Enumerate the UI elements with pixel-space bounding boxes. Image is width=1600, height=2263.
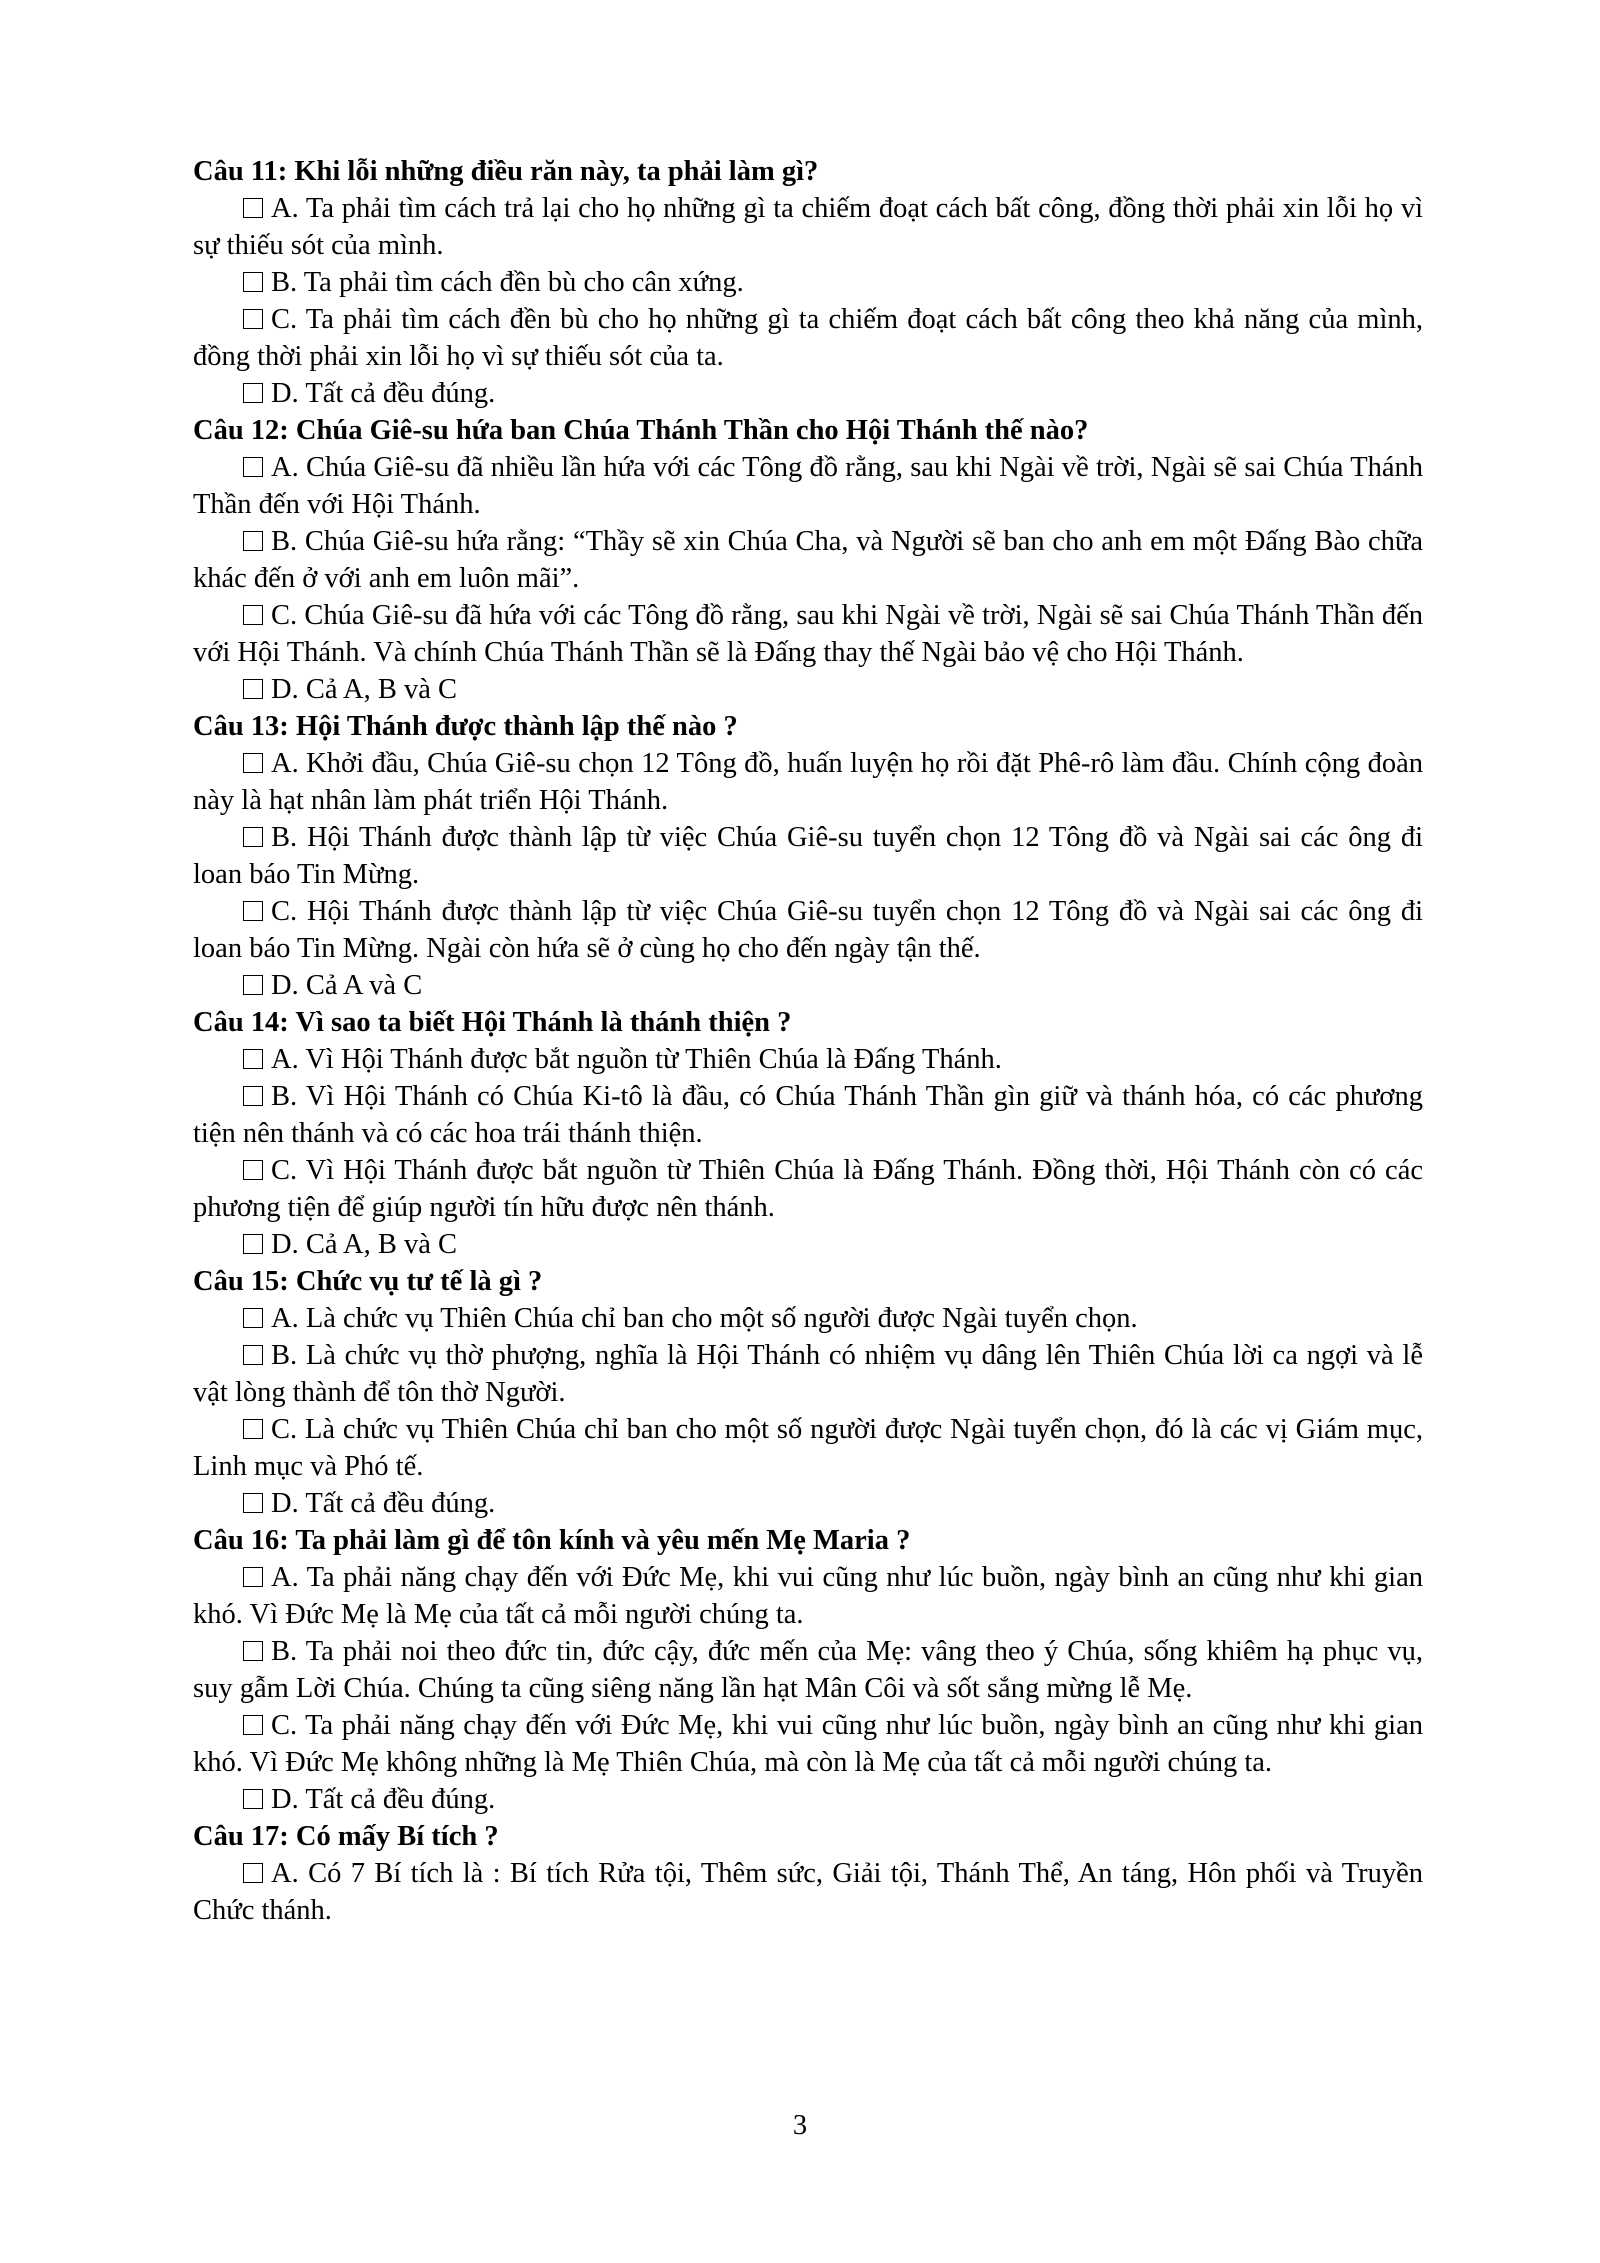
checkbox-icon[interactable] bbox=[243, 198, 263, 218]
question-title: Câu 12: Chúa Giê-su hứa ban Chúa Thánh Thần cho Hội Thánh thế nào? bbox=[193, 415, 1089, 446]
checkbox-icon[interactable] bbox=[243, 975, 263, 995]
answer-option-text: A. Ta phải năng chạy đến với Đức Mẹ, khi vui cũng như lúc buồn, ngày bình an cũng như khi gian khó. Vì Đức Mẹ là Mẹ của tất cả mỗi người chúng ta. bbox=[193, 1562, 1423, 1630]
answer-option-text: B. Vì Hội Thánh có Chúa Ki-tô là đầu, có Chúa Thánh Thần gìn giữ và thánh hóa, có các phương tiện nên thánh và có các hoa trái thánh thiện. bbox=[193, 1081, 1423, 1149]
answer-option bbox=[193, 523, 1423, 597]
checkbox-icon[interactable] bbox=[243, 1345, 263, 1365]
question-block bbox=[193, 1004, 1423, 1263]
question-title: Câu 13: Hội Thánh được thành lập thế nào ? bbox=[193, 711, 738, 742]
checkbox-icon[interactable] bbox=[243, 1234, 263, 1254]
answer-option bbox=[193, 671, 1423, 708]
answer-option-text: C. Là chức vụ Thiên Chúa chỉ ban cho một số người được Ngài tuyển chọn, đó là các vị Giám mục, Linh mục và Phó tế. bbox=[193, 1414, 1423, 1482]
checkbox-icon[interactable] bbox=[243, 272, 263, 292]
checkbox-icon[interactable] bbox=[243, 531, 263, 551]
document-page bbox=[193, 153, 1423, 1929]
checkbox-icon[interactable] bbox=[243, 1863, 263, 1883]
answer-option-text: A. Là chức vụ Thiên Chúa chỉ ban cho một số người được Ngài tuyển chọn. bbox=[271, 1303, 1138, 1334]
answer-option-text: A. Chúa Giê-su đã nhiều lần hứa với các Tông đồ rằng, sau khi Ngài về trời, Ngài sẽ sai Chúa Thánh Thần đến với Hội Thánh. bbox=[193, 452, 1423, 520]
question-block bbox=[193, 153, 1423, 412]
question-title: Câu 17: Có mấy Bí tích ? bbox=[193, 1821, 499, 1852]
answer-option-text: A. Khởi đầu, Chúa Giê-su chọn 12 Tông đồ, huấn luyện họ rồi đặt Phê-rô làm đầu. Chính cộng đoàn này là hạt nhân làm phát triển Hội Thánh. bbox=[193, 748, 1423, 816]
answer-option bbox=[193, 1078, 1423, 1152]
page-number: 3 bbox=[792, 2110, 808, 2141]
answer-option-text: A. Ta phải tìm cách trả lại cho họ những gì ta chiếm đoạt cách bất công, đồng thời phải xin lỗi họ vì sự thiếu sót của mình. bbox=[193, 193, 1423, 261]
checkbox-icon[interactable] bbox=[243, 1493, 263, 1513]
answer-option-text: D. Cả A, B và C bbox=[271, 674, 458, 705]
answer-option-text: A. Vì Hội Thánh được bắt nguồn từ Thiên Chúa là Đấng Thánh. bbox=[271, 1044, 1002, 1075]
answer-option bbox=[193, 1337, 1423, 1411]
answer-option-text: D. Cả A và C bbox=[271, 970, 423, 1001]
answer-option bbox=[193, 1152, 1423, 1226]
answer-option-text: D. Tất cả đều đúng. bbox=[271, 1488, 496, 1519]
checkbox-icon[interactable] bbox=[243, 1049, 263, 1069]
answer-option bbox=[193, 1411, 1423, 1485]
answer-option-text: C. Ta phải năng chạy đến với Đức Mẹ, khi vui cũng như lúc buồn, ngày bình an cũng như khi gian khó. Vì Đức Mẹ không những là Mẹ Thiên Chúa, mà còn là Mẹ của tất cả mỗi người chúng ta. bbox=[193, 1710, 1423, 1778]
answer-option-text: D. Tất cả đều đúng. bbox=[271, 378, 496, 409]
answer-option-text: B. Ta phải tìm cách đền bù cho cân xứng. bbox=[271, 267, 744, 298]
question-title: Câu 16: Ta phải làm gì để tôn kính và yêu mến Mẹ Maria ? bbox=[193, 1525, 911, 1556]
question-title: Câu 11: Khi lỗi những điều răn này, ta phải làm gì? bbox=[193, 156, 819, 187]
checkbox-icon[interactable] bbox=[243, 1419, 263, 1439]
checkbox-icon[interactable] bbox=[243, 753, 263, 773]
checkbox-icon[interactable] bbox=[243, 605, 263, 625]
question-block bbox=[193, 1818, 1423, 1929]
answer-option bbox=[193, 1633, 1423, 1707]
answer-option bbox=[193, 375, 1423, 412]
checkbox-icon[interactable] bbox=[243, 1715, 263, 1735]
checkbox-icon[interactable] bbox=[243, 309, 263, 329]
answer-option-text: B. Ta phải noi theo đức tin, đức cậy, đức mến của Mẹ: vâng theo ý Chúa, sống khiêm hạ phục vụ, suy gẫm Lời Chúa. Chúng ta cũng siêng năng lần hạt Mân Côi và sốt sắng mừng lễ Mẹ. bbox=[193, 1636, 1423, 1704]
checkbox-icon[interactable] bbox=[243, 1567, 263, 1587]
checkbox-icon[interactable] bbox=[243, 679, 263, 699]
answer-option-text: C. Ta phải tìm cách đền bù cho họ những gì ta chiếm đoạt cách bất công theo khả năng của mình, đồng thời phải xin lỗi họ vì sự thiếu sót của ta. bbox=[193, 304, 1423, 372]
answer-option bbox=[193, 1707, 1423, 1781]
answer-option-text: B. Là chức vụ thờ phượng, nghĩa là Hội Thánh có nhiệm vụ dâng lên Thiên Chúa lời ca ngợi và lễ vật lòng thành để tôn thờ Người. bbox=[193, 1340, 1423, 1408]
answer-option bbox=[193, 1781, 1423, 1818]
checkbox-icon[interactable] bbox=[243, 457, 263, 477]
answer-option bbox=[193, 745, 1423, 819]
answer-option bbox=[193, 449, 1423, 523]
checkbox-icon[interactable] bbox=[243, 1789, 263, 1809]
question-title: Câu 14: Vì sao ta biết Hội Thánh là thánh thiện ? bbox=[193, 1007, 792, 1038]
question-block bbox=[193, 412, 1423, 708]
checkbox-icon[interactable] bbox=[243, 383, 263, 403]
answer-option-text: B. Chúa Giê-su hứa rằng: “Thầy sẽ xin Chúa Cha, và Người sẽ ban cho anh em một Đấng Bào chữa khác đến ở với anh em luôn mãi”. bbox=[193, 526, 1423, 594]
answer-option bbox=[193, 1226, 1423, 1263]
checkbox-icon[interactable] bbox=[243, 1641, 263, 1661]
checkbox-icon[interactable] bbox=[243, 1308, 263, 1328]
answer-option bbox=[193, 264, 1423, 301]
answer-option-text: D. Tất cả đều đúng. bbox=[271, 1784, 496, 1815]
answer-option-text: B. Hội Thánh được thành lập từ việc Chúa Giê-su tuyển chọn 12 Tông đồ và Ngài sai các ông đi loan báo Tin Mừng. bbox=[193, 822, 1423, 890]
answer-option-text: C. Hội Thánh được thành lập từ việc Chúa Giê-su tuyển chọn 12 Tông đồ và Ngài sai các ông đi loan báo Tin Mừng. Ngài còn hứa sẽ ở cùng họ cho đến ngày tận thế. bbox=[193, 896, 1423, 964]
answer-option-text: D. Cả A, B và C bbox=[271, 1229, 458, 1260]
answer-option bbox=[193, 190, 1423, 264]
answer-option bbox=[193, 1559, 1423, 1633]
checkbox-icon[interactable] bbox=[243, 1086, 263, 1106]
answer-option bbox=[193, 1300, 1423, 1337]
answer-option-text: C. Vì Hội Thánh được bắt nguồn từ Thiên Chúa là Đấng Thánh. Đồng thời, Hội Thánh còn có các phương tiện để giúp người tín hữu được nên thánh. bbox=[193, 1155, 1423, 1223]
answer-option-text: A. Có 7 Bí tích là : Bí tích Rửa tội, Thêm sức, Giải tội, Thánh Thể, An táng, Hôn phối và Truyền Chức thánh. bbox=[193, 1858, 1423, 1926]
checkbox-icon[interactable] bbox=[243, 1160, 263, 1180]
question-block bbox=[193, 1522, 1423, 1818]
checkbox-icon[interactable] bbox=[243, 901, 263, 921]
answer-option bbox=[193, 1041, 1423, 1078]
answer-option bbox=[193, 893, 1423, 967]
question-title: Câu 15: Chức vụ tư tế là gì ? bbox=[193, 1266, 543, 1297]
answer-option bbox=[193, 301, 1423, 375]
answer-option bbox=[193, 1855, 1423, 1929]
answer-option bbox=[193, 1485, 1423, 1522]
question-block bbox=[193, 708, 1423, 1004]
answer-option bbox=[193, 967, 1423, 1004]
question-block bbox=[193, 1263, 1423, 1522]
answer-option-text: C. Chúa Giê-su đã hứa với các Tông đồ rằng, sau khi Ngài về trời, Ngài sẽ sai Chúa Thánh Thần đến với Hội Thánh. Và chính Chúa Thánh Thần sẽ là Đấng thay thế Ngài bảo vệ cho Hội Thánh. bbox=[193, 600, 1423, 668]
answer-option bbox=[193, 819, 1423, 893]
answer-option bbox=[193, 597, 1423, 671]
checkbox-icon[interactable] bbox=[243, 827, 263, 847]
